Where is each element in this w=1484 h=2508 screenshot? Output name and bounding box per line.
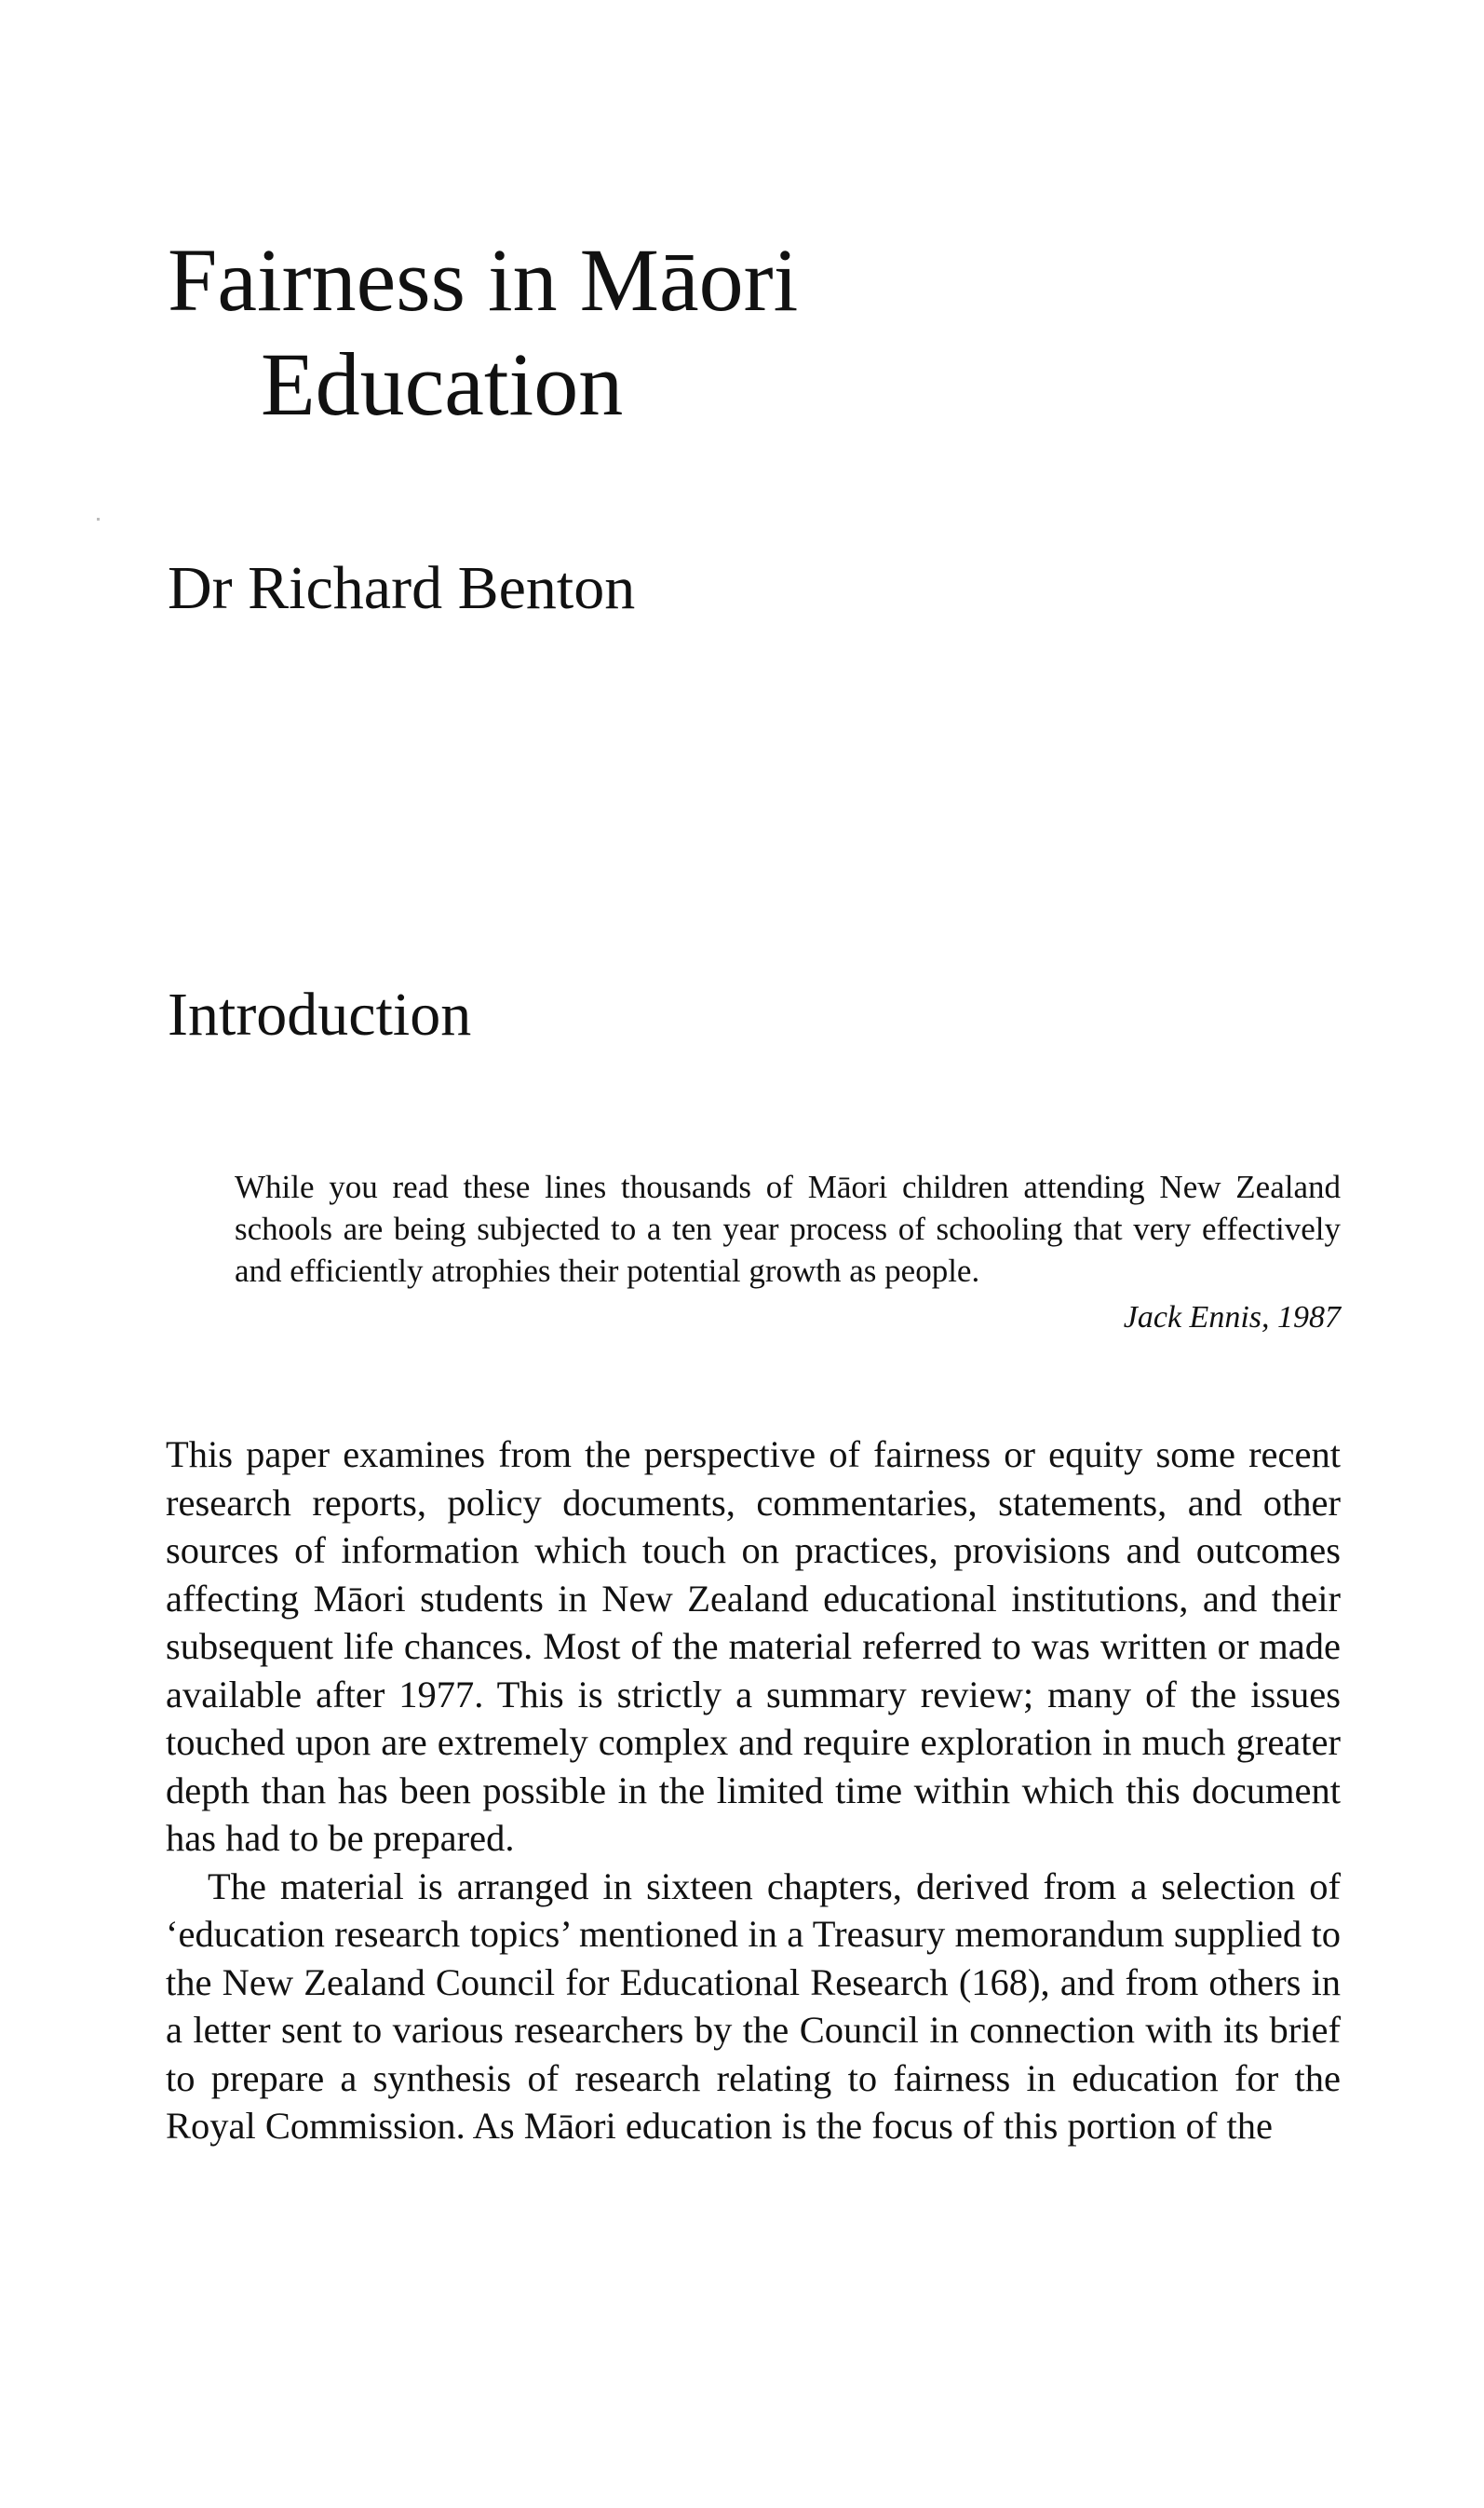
page-title: [168, 228, 1005, 437]
body-text: [166, 1430, 1341, 2150]
epigraph-attribution: Jack Ennis, 1987: [1123, 1300, 1341, 1335]
epigraph-text: While you read these lines thousands of Māori children attending New Zealand schools are being subjected to a ten year process of schooling that very effectively and efficiently atrophies their potential growth as people.: [235, 1169, 1341, 1289]
body-paragraph-2: The material is arranged in sixteen chapters, derived from a selection of ‘education research topics’ mentioned in a Treasury memorandum supplied to the New Zealand Council for Educational Research (168), and from others in a letter sent to various researchers by the Council in connection with its brief to prepare a synthesis of research relating to fairness in education for the Royal Commission. As Māori education is the focus of this portion of the: [166, 1864, 1341, 2147]
author-name: Dr Richard Benton: [168, 554, 636, 622]
scan-speck: [97, 518, 100, 521]
title-line-1: Fairness in Māori: [168, 230, 799, 330]
section-heading-introduction: Introduction: [168, 981, 472, 1049]
title-line-2: Education: [261, 334, 624, 434]
body-paragraph-1: This paper examines from the perspective of fairness or equity some recent research reports, policy documents, commentaries, statements, and other sources of information which touch on practices, provisions and outcomes affecting Māori students in New Zealand educational institutions, and their subsequent life chances. Most of the material referred to was written or made available after 1977. This is strictly a summary review; many of the issues touched upon are extremely complex and require exploration in much greater depth than has been possible in the limited time within which this document has had to be prepared.: [166, 1433, 1341, 1859]
epigraph: [235, 1166, 1341, 1338]
